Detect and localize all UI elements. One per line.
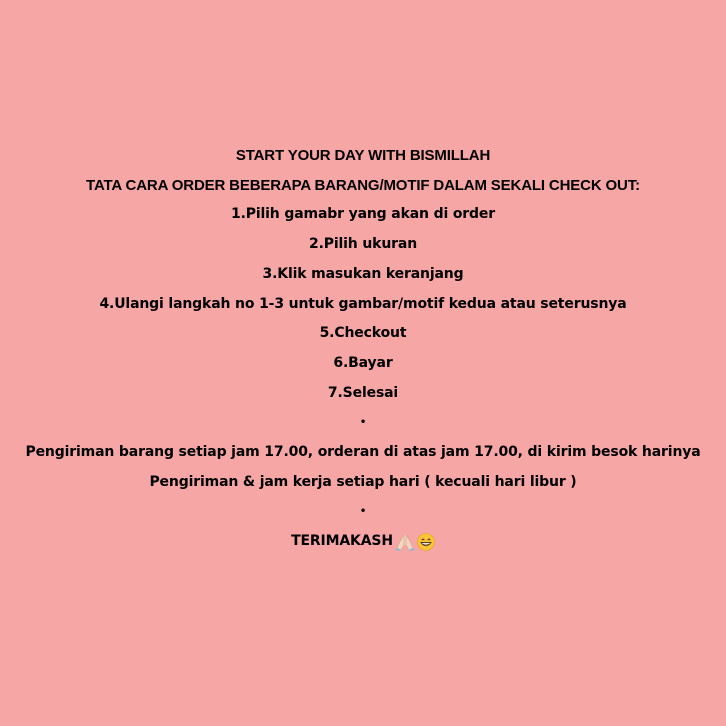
step-7: 7.Selesai	[327, 384, 399, 401]
separator-dot: •	[359, 417, 367, 429]
thanks-text: TERIMAKASH	[291, 533, 393, 550]
grinning-face-icon	[417, 533, 435, 551]
separator-dot-2: •	[359, 506, 367, 518]
poster-text	[0, 141, 726, 557]
step-1: 1.Pilih gamabr yang akan di order	[230, 206, 496, 223]
greeting-heading: START YOUR DAY WITH BISMILLAH	[235, 147, 491, 164]
closing-line	[0, 527, 726, 557]
step-4: 4.Ulangi langkah no 1-3 untuk gambar/motif kedua atau seterusnya	[99, 295, 627, 312]
step-3: 3.Klik masukan keranjang	[262, 265, 464, 282]
shipping-schedule-text: Pengiriman barang setiap jam 17.00, orderan di atas jam 17.00, di kirim besok harinya	[25, 444, 701, 461]
step-2: 2.Pilih ukuran	[308, 236, 418, 253]
folded-hands-icon	[394, 533, 416, 551]
order-guide-heading: TATA CARA ORDER BEBERAPA BARANG/MOTIF DALAM SEKALI CHECK OUT:	[86, 176, 640, 194]
step-5: 5.Checkout	[319, 325, 407, 342]
working-hours-text: Pengiriman & jam kerja setiap hari ( kecuali hari libur )	[149, 473, 577, 490]
step-6: 6.Bayar	[333, 354, 393, 371]
